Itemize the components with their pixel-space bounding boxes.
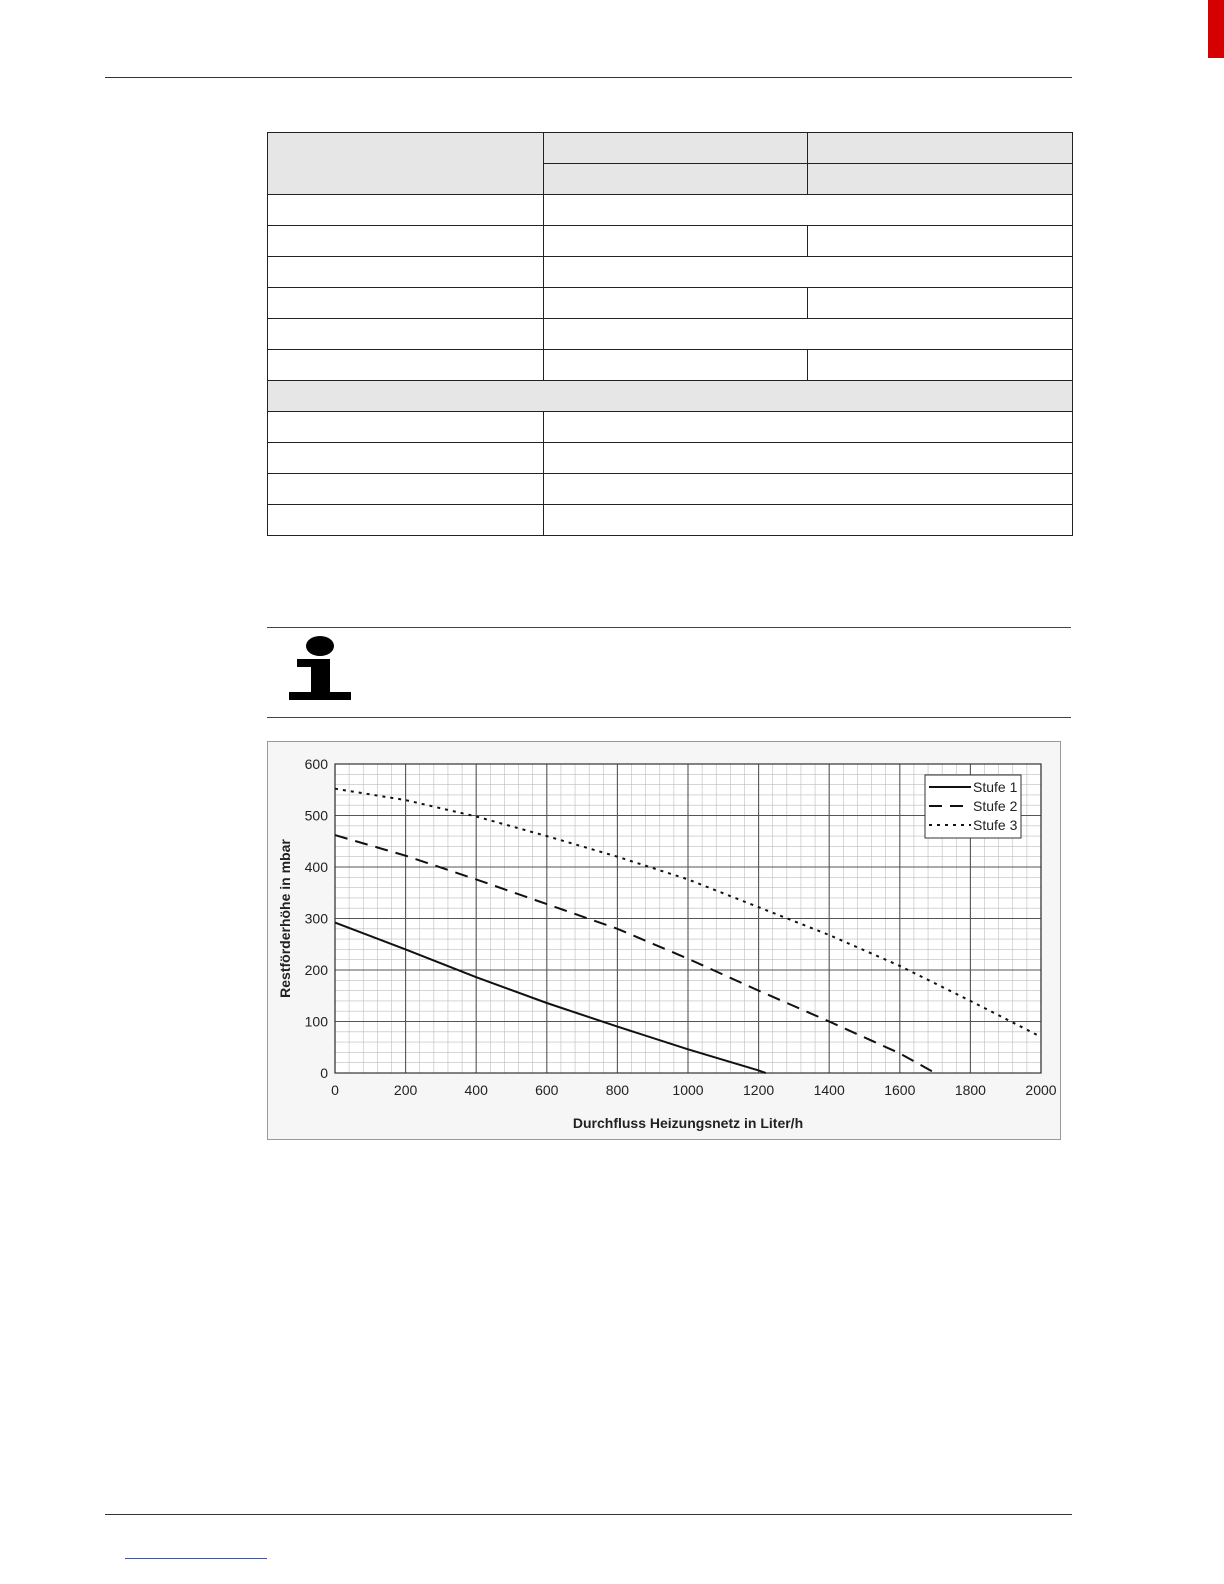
- y-tick-label: 400: [304, 859, 328, 875]
- table-row: [268, 133, 1073, 164]
- table-cell: [544, 350, 808, 381]
- table-row: [268, 412, 1073, 443]
- footer-rule: [105, 1514, 1072, 1515]
- x-tick-label: 1000: [672, 1082, 704, 1098]
- info-icon: [287, 636, 353, 702]
- x-tick-label: 2000: [1025, 1082, 1057, 1098]
- table-cell: [808, 226, 1073, 257]
- table-cell: [544, 288, 808, 319]
- table-row: [268, 505, 1073, 536]
- table-cell: [544, 195, 1073, 226]
- table-cell: [268, 257, 544, 288]
- table-cell: [268, 226, 544, 257]
- info-note: [267, 627, 1071, 718]
- table-row: [268, 350, 1073, 381]
- table-row: [268, 288, 1073, 319]
- legend-label: Stufe 3: [973, 817, 1018, 833]
- table-cell: [268, 195, 544, 226]
- table-cell: [268, 505, 544, 536]
- x-tick-label: 400: [464, 1082, 488, 1098]
- spec-table: [267, 132, 1073, 536]
- table-cell: [808, 288, 1073, 319]
- table-cell: [544, 474, 1073, 505]
- x-tick-label: 1400: [813, 1082, 845, 1098]
- table-cell: [808, 350, 1073, 381]
- table-cell: [268, 443, 544, 474]
- table-cell: [544, 505, 1073, 536]
- x-tick-label: 1800: [954, 1082, 986, 1098]
- table-cell: [268, 319, 544, 350]
- table-row: [268, 257, 1073, 288]
- y-tick-label: 300: [304, 910, 328, 927]
- x-tick-label: 600: [535, 1082, 559, 1098]
- x-tick-label: 0: [331, 1082, 339, 1098]
- page-edge-marker: [1208, 0, 1224, 58]
- table-cell: [544, 257, 1073, 288]
- table-section-row: [268, 381, 1073, 412]
- legend-label: Stufe 2: [973, 798, 1018, 814]
- table-cell: [544, 412, 1073, 443]
- table-section-cell: [268, 381, 1073, 412]
- table-cell: [544, 443, 1073, 474]
- y-tick-label: 0: [320, 1065, 328, 1081]
- table-row: [268, 474, 1073, 505]
- x-tick-label: 1600: [884, 1082, 916, 1098]
- legend-label: Stufe 1: [973, 779, 1018, 795]
- table-header-cell: [544, 133, 808, 164]
- table-header-cell: [268, 133, 544, 195]
- pump-curve-chart: [267, 741, 1061, 1140]
- header-rule: [105, 77, 1072, 78]
- footer-link-underline[interactable]: [125, 1558, 267, 1559]
- table-row: [268, 443, 1073, 474]
- table-row: [268, 319, 1073, 350]
- table-header-cell: [544, 164, 808, 195]
- table-header-cell: [808, 164, 1073, 195]
- table-cell: [544, 319, 1073, 350]
- y-tick-label: 500: [304, 807, 328, 824]
- x-axis-title: Durchfluss Heizungsnetz in Liter/h: [572, 1115, 804, 1131]
- table-cell: [268, 412, 544, 443]
- chart-svg: [268, 742, 1060, 1139]
- table-header-cell: [808, 133, 1073, 164]
- y-tick-label: 200: [304, 962, 328, 978]
- table-cell: [544, 226, 808, 257]
- table-cell: [268, 474, 544, 505]
- table-cell: [268, 288, 544, 319]
- x-tick-label: 1200: [743, 1082, 775, 1098]
- chart-legend: [925, 775, 1021, 838]
- x-tick-label: 800: [605, 1082, 630, 1098]
- y-tick-label: 100: [304, 1013, 328, 1030]
- table-cell: [268, 350, 544, 381]
- y-axis-title: Restförderhöhe in mbar: [277, 839, 293, 998]
- x-tick-label: 200: [393, 1082, 418, 1098]
- table-row: [268, 195, 1073, 226]
- table-row: [268, 226, 1073, 257]
- y-tick-label: 600: [304, 756, 328, 772]
